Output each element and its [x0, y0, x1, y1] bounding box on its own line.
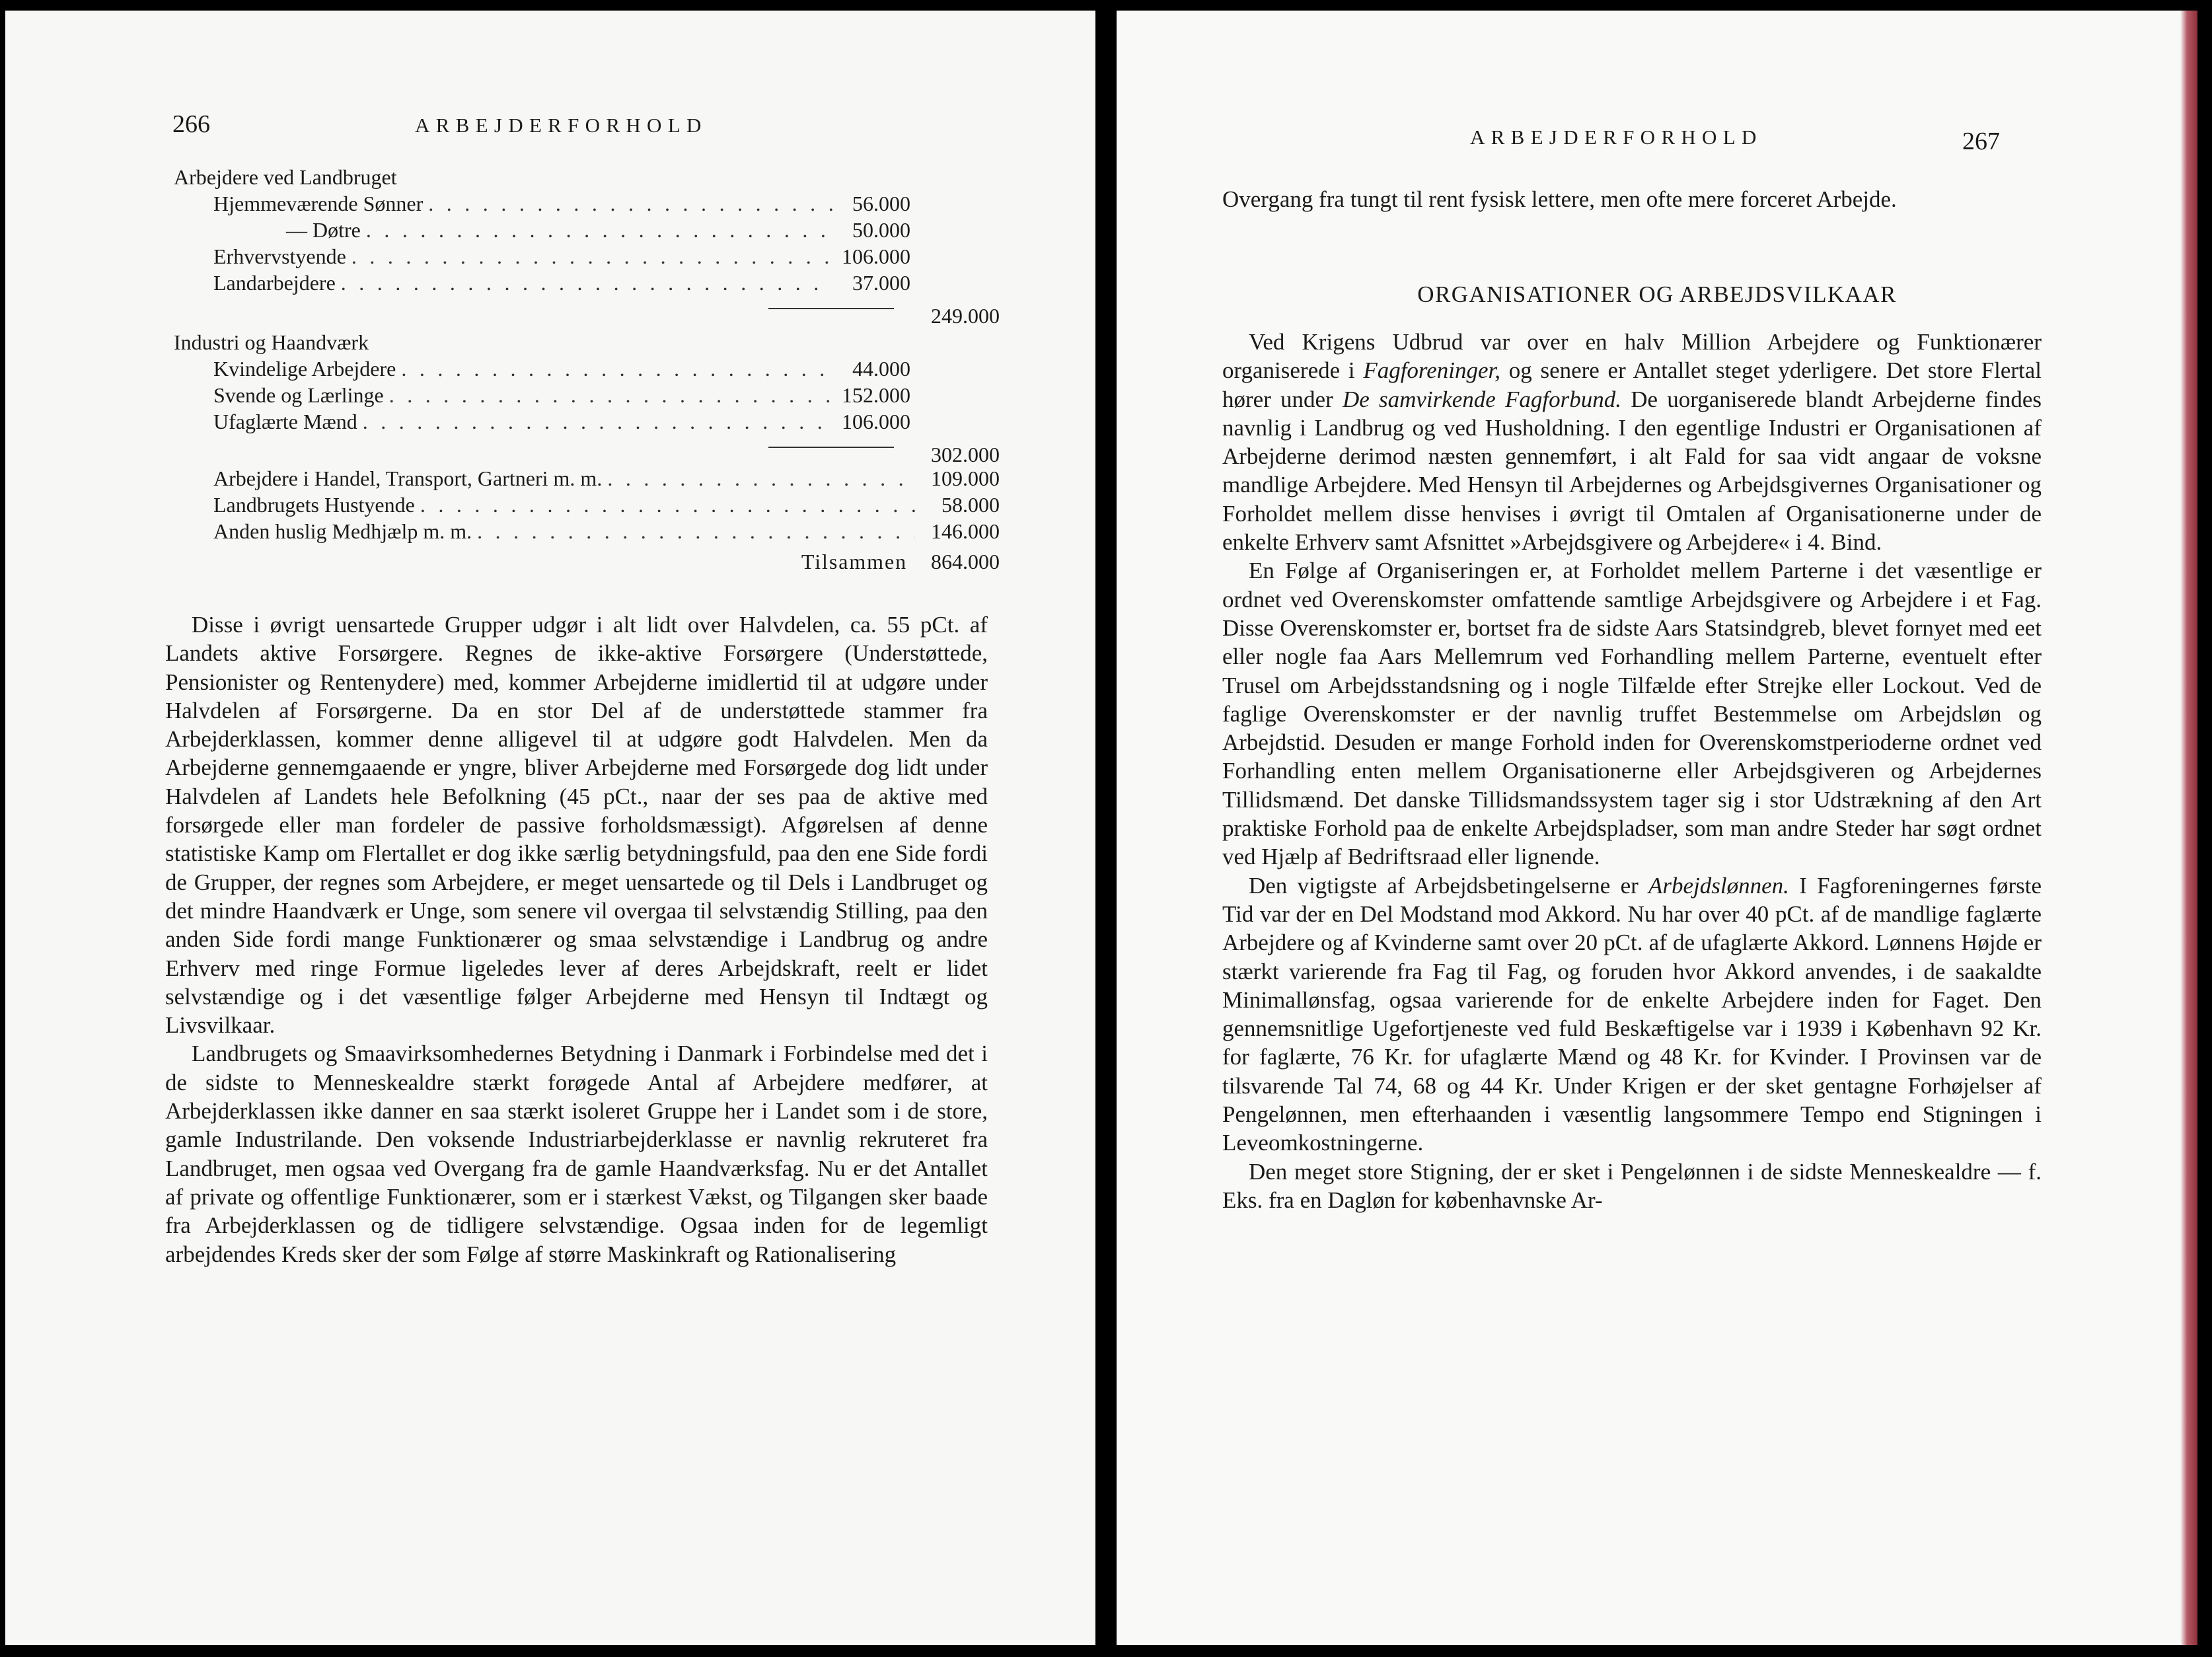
table-row: [174, 518, 1000, 544]
table-row: [174, 270, 1000, 296]
row-label: Landarbejdere: [213, 271, 336, 295]
running-head: ARBEJDERFORHOLD: [415, 114, 708, 137]
row-value: 56.000: [852, 192, 910, 215]
table-row: [174, 217, 1000, 243]
running-head: ARBEJDERFORHOLD: [1470, 126, 1763, 149]
left-body-text: [165, 610, 988, 1269]
table-group-title: Arbejdere ved Landbruget: [174, 165, 397, 189]
table-row: [174, 243, 1000, 270]
row-value: 37.000: [852, 271, 910, 295]
paragraph: Ved Krigens Udbrud var over en halv Million Arbejdere og Funktionærer organiserede i Fagforeninger, og senere er Antallet steget yderligere. Det store Flertal hører under De samvirkende Fagforbund. De uorganiserede blandt Arbejderne findes navnlig i Landbrug og ved Husholdning. I den egentlige Industri er Organisationen af Arbejderne derimod næsten gennemført, i alt Fald for saa vidt angaar de voksne mandlige Arbejdere. Med Hensyn til Arbejdernes og Arbejdsgivernes Organisationer og Forholdet mellem disse henvises i øvrigt til Omtalen af Organisationerne under de enkelte Erhverv samt Afsnittet »Arbejdsgivere og Arbejdere« i 4. Bind.: [1222, 329, 2042, 556]
subtotal-value: 302.000: [931, 443, 1000, 466]
row-label: Anden huslig Medhjælp m. m.: [213, 519, 472, 543]
subtotal-rule: [768, 308, 894, 309]
total-value: 864.000: [931, 550, 1000, 573]
row-label: Ufaglærte Mænd: [213, 410, 357, 433]
leader-dots: [607, 465, 915, 492]
row-label: Erhvervstyende: [213, 244, 346, 268]
row-value: 146.000: [931, 519, 1000, 543]
row-value: 106.000: [842, 244, 910, 268]
row-value: 106.000: [842, 410, 910, 433]
page-edge: [2180, 11, 2197, 1645]
total-row: [174, 544, 1000, 573]
table-row: [174, 465, 1000, 492]
row-value: 109.000: [931, 466, 1000, 490]
section-title: ORGANISATIONER OG ARBEJDSVILKAAR: [1417, 281, 1897, 307]
leader-dots: [389, 382, 832, 408]
subtotal-value: 249.000: [931, 304, 1000, 328]
right-body-text: [1222, 328, 2042, 1214]
right-intro-text: [1222, 185, 2042, 213]
leader-dots: [477, 518, 915, 544]
paragraph: Landbrugets og Smaavirksomhedernes Betydning i Danmark i Forbindelse med det i de sidste to Menneskealdre stærkt forøgede Antal af Arbejdere medfører, at Arbejderklassen ikke danner en saa stærkt isoleret Gruppe her i Landet som i de store, gamle Industrilande. Den voksende Industriarbejderklasse er navnlig rekruteret fra Landbruget, men ogsaa ved Overgang fra de gamle Haandværksfag. Nu er det Antallet af private og offentlige Funktionærer, som er i stærkest Vækst, og Tilgangen sker baade fra Arbejderklassen og de tidligere selvstændige. Ogsaa inden for de legemligt arbejdendes Kreds sker der som Følge af større Maskinkraft og Rationalisering: [165, 1041, 988, 1267]
leader-dots: [341, 270, 832, 296]
worker-count-table: [174, 164, 1000, 573]
right-page: [1117, 11, 2197, 1645]
row-value: 50.000: [852, 218, 910, 242]
subtotal-row: [174, 296, 1000, 328]
row-label: Svende og Lærlinge: [213, 383, 384, 407]
table-row: [174, 382, 1000, 408]
paragraph: En Følge af Organiseringen er, at Forholdet mellem Parterne i det væsentlige er ordnet ved Overenskomster omfattende samtlige Arbejdsgivere og Arbejdere i et Fag. Disse Overenskomster er, bortset fra de sidste Aars Statsindgreb, blevet fornyet med eet eller nogle faa Aars Mellemrum ved Forhandling mellem Parterne, eventuelt efter Trusel om Arbejdsstandsning og i nogle Tilfælde efter Strejke eller Lockout. Ved de faglige Overenskomster er der navnlig truffet Bestemmelse om Arbejdsløn og Arbejdstid. Desuden er mange Forhold inden for Overenskomstperioderne ordnet ved Forhandling enten mellem Organisationerne eller Arbejdsgiveren og Arbejdernes Tillidsmænd. Det danske Tillidsmandssystem tager sig i stor Udstrækning af den Art praktiske Forhold paa de enkelte Arbejdspladser, som man andre Steder har søgt ordnet ved Hjælp af Bedriftsraad eller lignende.: [1222, 558, 2042, 870]
row-label: Landbrugets Hustyende: [213, 493, 415, 517]
left-page: [5, 11, 1095, 1645]
row-label: Kvindelige Arbejdere: [213, 357, 396, 381]
row-value: 58.000: [941, 493, 1000, 517]
row-label: Hjemmeværende Sønner: [213, 192, 424, 215]
row-value: 152.000: [842, 383, 910, 407]
leader-dots: [351, 243, 832, 270]
table-row: [174, 408, 1000, 435]
leader-dots: [401, 355, 832, 382]
subtotal-rule: [768, 447, 894, 448]
paragraph: Disse i øvrigt uensartede Grupper udgør i alt lidt over Halvdelen, ca. 55 pCt. af Landets aktive Forsørgere. Regnes de ikke-aktive Forsørgere (Understøttede, Pensionister og Rentenydere) med, kommer Arbejderne imidlertid til at udgøre under Halvdelen af Forsørgerne. Da en stor Del af de understøttede stammer fra Arbejderklassen, kommer denne alligevel til at udgøre godt Halvdelen. Men da Arbejderne gennemgaaende er yngre, bliver Arbejderne med Forsørgede dog lidt under Halvdelen af Landets hele Befolkning (45 pCt., naar der ses paa de aktive med forsørgede eller man fordeler de passive forholdsmæssigt). Afgørelsen af denne statistiske Kamp om Flertallet er dog ikke særlig betydningsfuld, paa den ene Side fordi de Grupper, der regnes som Arbejdere, er meget uensartede og til Dels i Landbruget og det mindre Haandværk er Unge, som senere vil overgaa til selvstændig Stilling, paa den anden Side fordi mange Funktionærer og smaa selvstændige i Landbrug og andre Erhverv med ringe Formue ligeledes lever af deres Arbejdskraft, reelt er lidet selvstændige og i det væsentlige følger Arbejderne med Hensyn til Indtægt og Livsvilkaar.: [165, 612, 988, 1039]
table-group-title: Industri og Haandværk: [174, 330, 369, 354]
row-label: — Døtre: [286, 218, 361, 242]
table-row: [174, 190, 1000, 217]
leader-dots: [363, 408, 832, 435]
page-number: 267: [1962, 128, 2000, 155]
table-row: [174, 355, 1000, 382]
leader-dots: [428, 190, 832, 217]
leader-dots: [366, 217, 832, 243]
leader-dots: [420, 492, 915, 518]
row-value: 44.000: [852, 357, 910, 381]
subtotal-row: [174, 435, 1000, 466]
paragraph: Den vigtigste af Arbejdsbetingelserne er Arbejdslønnen. I Fagforeningernes første Tid var der en Del Modstand mod Akkord. Nu har over 40 pCt. af de mandlige faglærte Arbejdere og af Kvinderne samt over 20 pCt. af de ufaglærte Akkord. Lønnens Højde er stærkt varierende fra Fag til Fag, og foruden hvor Akkord anvendes, i de saakaldte Minimallønsfag, ogsaa varierende for de enkelte Arbejdere inden for Faget. Den gennemsnitlige Ugefortjeneste ved fuld Beskæftigelse var i 1939 i København 92 Kr. for faglærte, 76 Kr. for ufaglærte Mænd og 48 Kr. for Kvinder. I Provinsen var de tilsvarende Tal 74, 68 og 44 Kr. Under Krigen er der sket gentagne Forhøjelser af Pengelønnen, men efterhaanden i væsentlig langsommere Tempo end Stigningen i Leveomkostningerne.: [1222, 872, 2042, 1156]
page-number: 266: [172, 110, 210, 138]
table-row: [174, 492, 1000, 518]
total-label: Tilsammen: [801, 550, 907, 573]
paragraph: Den meget store Stigning, der er sket i Pengelønnen i de sidste Menneskealdre — f. Eks. fra en Dagløn for københavnske Ar-: [1222, 1158, 2042, 1213]
row-label: Arbejdere i Handel, Transport, Gartneri m. m.: [213, 466, 603, 490]
paragraph: Overgang fra tungt til rent fysisk lettere, men ofte mere forceret Arbejde.: [1222, 186, 1897, 212]
